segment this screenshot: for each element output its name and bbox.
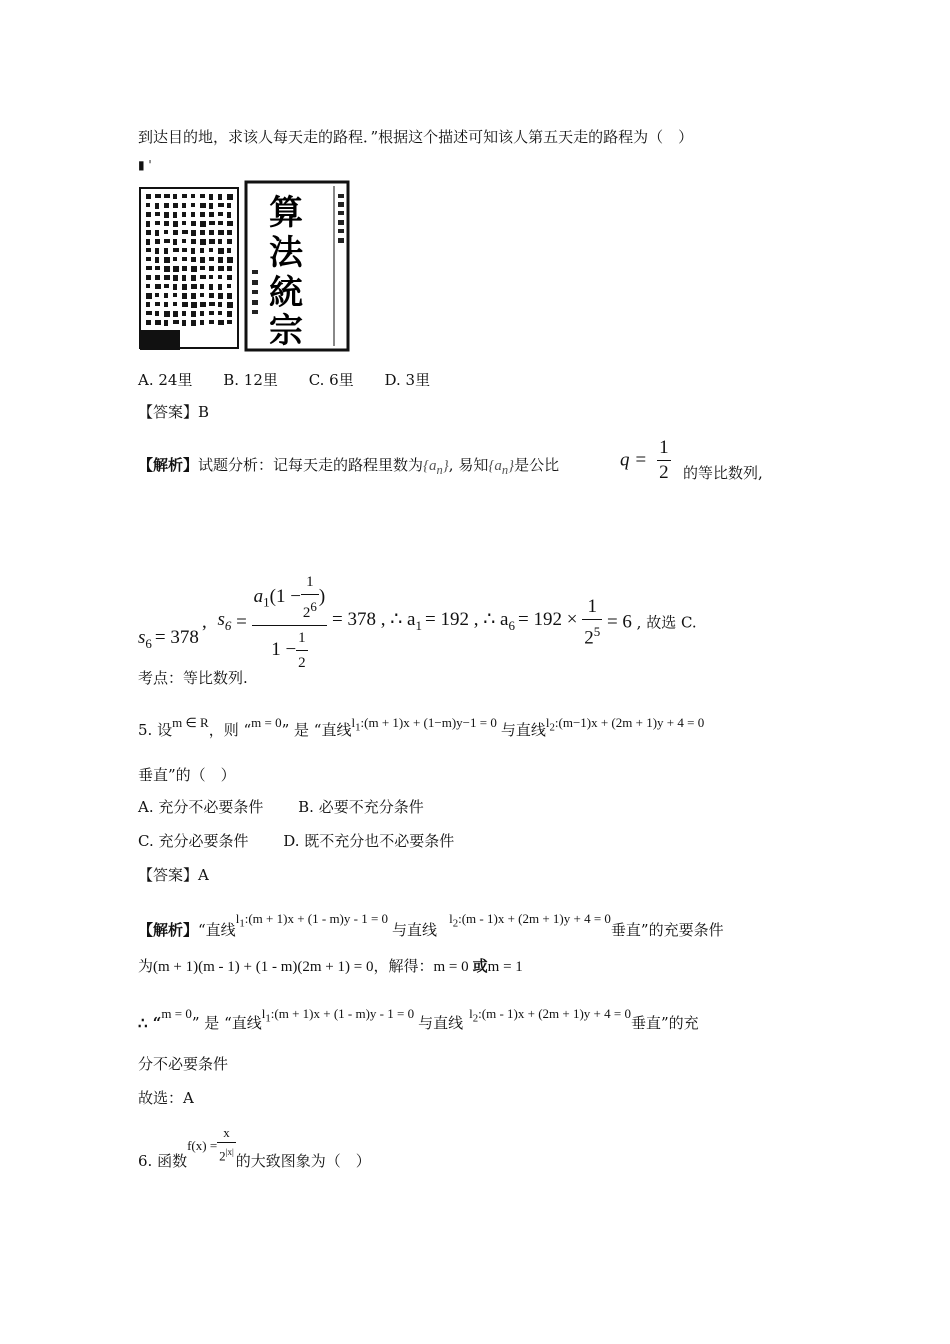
den-rest: 1 −	[271, 638, 297, 660]
q5-therefore: ∴ “	[138, 1014, 162, 1032]
q5-l2: l	[545, 715, 550, 730]
book-glyph-mark	[218, 257, 223, 263]
book-glyph-mark	[155, 257, 159, 263]
ratio-half	[657, 436, 671, 485]
num-close: )	[318, 585, 326, 607]
book-glyph-mark	[164, 194, 170, 198]
s6-left: s	[138, 627, 146, 648]
book-glyph-mark	[155, 266, 160, 270]
q5-an-2: 与直线	[392, 921, 438, 939]
a1-sub: 1	[415, 617, 422, 633]
book-title-char-1: 算	[269, 193, 303, 233]
image-marker-text: ▮ '	[138, 158, 152, 172]
question-5-options-1	[138, 797, 424, 817]
q5-th-4: 垂直”的充	[630, 1014, 699, 1032]
book-glyph-mark	[164, 257, 170, 263]
book-glyph-mark	[209, 239, 215, 244]
book-glyph-mark	[173, 275, 178, 281]
book-glyph-mark	[218, 266, 224, 271]
q5-stem-3: ” 是 “直线	[281, 721, 352, 739]
num-rest: (1 −	[269, 585, 301, 607]
book-glyph-mark	[173, 266, 179, 272]
book-glyph-mark	[200, 293, 204, 297]
q6-den-exp: |x|	[225, 1147, 234, 1157]
book-glyph-mark	[182, 239, 186, 243]
half-den: 2	[659, 462, 669, 483]
book-glyph-mark	[182, 230, 188, 234]
q5-l1-eq: :(m + 1)x + (1−m)y−1 = 0	[360, 715, 497, 730]
book-glyph-mark	[200, 275, 206, 279]
book-glyph-mark	[227, 248, 231, 253]
formula-lead: ,	[202, 611, 207, 633]
image-marker	[138, 155, 152, 175]
book-glyph-mark	[164, 275, 170, 280]
book-glyph-mark	[191, 257, 196, 262]
book-glyph-mark	[173, 320, 179, 324]
book-glyph-mark	[155, 248, 159, 254]
book-glyph-mark	[173, 230, 178, 235]
book-glyph-mark	[191, 212, 195, 217]
book-glyph-mark	[227, 221, 233, 226]
book-glyph-mark	[200, 320, 204, 325]
book-glyph-mark	[164, 302, 168, 307]
intro-text: 到达目的地，求该人每天走的路程．”根据这个描述可知该人第五天走的路程为（ ）	[138, 128, 694, 146]
book-glyph-mark	[155, 284, 161, 289]
pow-fraction	[582, 595, 602, 650]
option-c[interactable]: C. 6里	[308, 371, 354, 389]
formula-rest: = 378 , ∴ a	[332, 608, 416, 630]
book-glyph-mark	[155, 293, 159, 297]
q5-an-l2-sub: 2	[452, 917, 459, 930]
book-glyph-mark	[164, 248, 168, 254]
q5-stem-1: 5. 设	[138, 721, 173, 739]
book-glyph-mark	[146, 194, 151, 199]
book-glyph-mark	[218, 284, 222, 290]
suanfa-tongzong-book-image	[138, 180, 350, 352]
formula-choose: , 故选 C.	[636, 613, 697, 632]
book-glyph-mark	[146, 311, 152, 315]
analysis-mid: , 易知	[448, 456, 489, 474]
book-glyph-mark	[155, 203, 159, 209]
q5-th-5: 分不必要条件	[138, 1055, 229, 1073]
book-glyph-mark	[155, 239, 160, 244]
s6-right: = 378	[154, 627, 199, 648]
book-glyph-mark	[191, 311, 196, 317]
book-glyph-mark	[146, 230, 151, 235]
a6-sub: 6	[508, 617, 515, 633]
book-glyph-mark	[182, 275, 186, 281]
book-glyph-mark	[191, 293, 196, 299]
book-glyph-mark	[164, 293, 168, 298]
inner-den-base: 2	[302, 605, 311, 621]
book-glyph-mark	[146, 248, 151, 252]
seq-an-2: {a	[488, 458, 502, 474]
book-glyph-mark	[146, 275, 151, 280]
q5-an-3: 垂直”的充要条件	[610, 921, 724, 939]
book-glyph-mark	[209, 257, 214, 261]
book-glyph-mark	[182, 293, 187, 299]
book-glyph-mark	[227, 293, 232, 299]
book-glyph-mark	[227, 203, 231, 208]
book-glyph-mark	[218, 275, 222, 279]
q5-l1-sub: 1	[355, 721, 361, 734]
pow-exp: 5	[593, 623, 601, 639]
ratio-formula	[620, 436, 671, 485]
num-a-sub: 1	[263, 594, 270, 610]
book-glyph-mark	[209, 320, 214, 324]
book-glyph-mark	[209, 203, 213, 209]
book-title-char-4: 宗	[269, 311, 303, 351]
book-glyph-mark	[218, 194, 222, 200]
book-glyph-mark	[218, 248, 224, 254]
sum-formula	[202, 570, 697, 675]
q5-th-3: 与直线	[418, 1014, 464, 1032]
book-glyph-mark	[155, 302, 160, 306]
book-glyph-mark	[164, 320, 168, 326]
q5-l2-sub: 2	[549, 721, 555, 734]
book-glyph-mark	[227, 311, 232, 317]
book-glyph-mark	[209, 248, 213, 252]
q5-answer-text: 【答案】A	[138, 866, 209, 884]
book-glyph-mark	[182, 194, 187, 198]
book-glyph-mark	[146, 266, 152, 270]
book-glyph-mark	[200, 257, 205, 263]
book-glyph-mark	[191, 248, 195, 254]
question-5-stem	[138, 713, 704, 740]
book-glyph-mark	[182, 203, 186, 208]
book-glyph-mark	[227, 230, 232, 235]
q5-m-in-r: m ∈ R	[172, 715, 209, 730]
question-4-options	[138, 370, 430, 390]
book-glyph-mark	[155, 194, 161, 198]
book-glyph-mark	[173, 221, 178, 227]
s6-symbol: s	[217, 608, 225, 630]
book-glyph-mark	[146, 212, 151, 217]
book-glyph-mark	[155, 230, 159, 236]
book-glyph-mark	[218, 212, 223, 216]
book-glyph-mark	[146, 203, 150, 207]
book-glyph-mark	[173, 239, 177, 245]
q5-th-l2-sub: 2	[472, 1012, 479, 1025]
sum-denominator	[252, 626, 328, 675]
book-glyph-mark	[200, 284, 204, 289]
book-glyph-mark	[182, 221, 186, 225]
inner-den-exp: 6	[310, 599, 317, 614]
question-4-answer	[138, 402, 209, 422]
book-glyph-mark	[182, 311, 186, 316]
question-6-stem	[138, 1124, 371, 1183]
book-glyph-mark	[227, 239, 232, 244]
q5-an-1: “直线	[198, 921, 236, 939]
formula-mid: = 192 , ∴ a	[425, 608, 509, 630]
question-5-analysis-2	[138, 956, 523, 977]
q5-an-4-sol2: m = 1	[487, 959, 523, 975]
book-glyph-mark	[209, 284, 213, 290]
q5-th-2: ” 是 “直线	[191, 1014, 262, 1032]
question-5-options-2	[138, 831, 454, 851]
q5-option-b[interactable]: B. 必要不充分条件	[298, 798, 424, 816]
seq-sub-2: n	[501, 463, 509, 477]
sum-fraction	[252, 570, 328, 675]
book-glyph-mark	[173, 284, 177, 290]
book-glyph-mark	[146, 320, 151, 325]
eq-sign: =	[236, 611, 247, 633]
book-glyph-mark	[200, 239, 206, 245]
book-glyph-mark	[200, 302, 206, 307]
book-glyph-mark	[218, 320, 224, 325]
book-glyph-mark	[155, 275, 160, 280]
question-4-analysis	[138, 455, 559, 480]
book-glyph-mark	[191, 266, 197, 272]
q5-stem-4: 与直线	[500, 721, 546, 739]
book-glyph-mark	[218, 221, 223, 225]
analysis-tail-text: 的等比数列,	[683, 464, 763, 482]
sum-numerator	[252, 570, 328, 626]
book-glyph-mark	[173, 203, 178, 208]
q5-stem-2: ，则 “	[208, 721, 252, 739]
book-glyph-mark	[209, 293, 214, 298]
q5-an-l1: l	[235, 911, 240, 926]
book-glyph-mark	[146, 221, 150, 227]
book-glyph-mark	[200, 194, 205, 198]
s6-value	[138, 626, 199, 656]
book-glyph-mark	[155, 212, 160, 216]
den-half-num: 1	[296, 626, 308, 651]
q5-an-l2: l	[449, 911, 453, 926]
q5-an-4-eq: (m + 1)(m - 1) + (1 - m)(2m + 1) = 0	[153, 959, 374, 975]
analysis-ratio-text: 是公比	[514, 456, 560, 474]
book-glyph-mark	[227, 275, 232, 280]
book-glyph-mark	[200, 248, 204, 253]
book-glyph-mark	[209, 266, 214, 271]
q5-m-eq-0: m = 0	[251, 715, 282, 730]
book-glyph-mark	[146, 239, 150, 245]
book-glyph-mark	[218, 203, 224, 207]
q5-an-4a: 为	[138, 957, 154, 975]
book-title-char-3: 統	[269, 273, 303, 313]
book-glyph-mark	[218, 230, 224, 235]
q5-an-4b: ，解得：	[373, 957, 434, 975]
book-glyph-mark	[191, 221, 196, 226]
book-glyph-mark	[146, 293, 152, 299]
book-glyph-mark	[191, 239, 196, 244]
book-glyph-mark	[155, 311, 159, 316]
q6-stem-2: 的大致图象为（ ）	[235, 1152, 371, 1170]
book-glyph-mark	[191, 194, 195, 198]
book-glyph-mark	[164, 239, 170, 243]
pow-num: 1	[582, 595, 602, 620]
book-glyph-mark	[191, 320, 196, 326]
q5-an-4-or: 或	[472, 957, 488, 975]
seq-close: }	[442, 458, 449, 474]
book-glyph-mark	[200, 221, 206, 227]
book-glyph-mark	[191, 230, 196, 236]
question-4-kaodian	[138, 668, 248, 688]
book-glyph-mark	[218, 311, 222, 315]
book-glyph-mark	[146, 302, 150, 307]
book-glyph-mark	[209, 194, 213, 200]
seq-an: {a	[423, 458, 437, 474]
book-glyph-mark	[146, 284, 150, 288]
q5-l2-eq: :(m−1)x + (2m + 1)y + 4 = 0	[554, 715, 705, 730]
book-glyph-mark	[209, 302, 215, 306]
book-glyph-mark	[200, 212, 205, 217]
book-glyph-mark	[218, 293, 223, 299]
book-glyph-mark	[218, 302, 222, 307]
formula-end: = 192 ×	[518, 608, 578, 630]
q5-analysis-label: 【解析】	[138, 921, 199, 939]
option-b[interactable]: B. 12里	[223, 371, 278, 389]
book-glyph-mark	[191, 284, 197, 289]
inner-num: 1	[301, 570, 319, 595]
ratio-q: q =	[620, 449, 648, 471]
book-glyph-mark	[182, 248, 187, 252]
book-glyph-mark	[227, 302, 233, 308]
book-glyph-mark	[146, 257, 151, 261]
question-5-analysis-1	[138, 909, 724, 940]
den-half-den: 2	[298, 655, 306, 671]
q5-th-l2: l	[469, 1006, 473, 1021]
seq-sub: n	[436, 463, 443, 477]
book-glyph-mark	[173, 293, 177, 297]
q5-l1: l	[351, 715, 356, 730]
book-glyph-mark	[227, 266, 232, 271]
question-4-intro	[138, 127, 693, 147]
book-title-char-2: 法	[269, 233, 303, 273]
answer-text: 【答案】B	[138, 403, 210, 421]
book-glyph-mark	[173, 311, 178, 317]
book-glyph-mark	[182, 320, 186, 326]
q6-den-base: 2	[219, 1148, 226, 1164]
q5-th-m0: m = 0	[161, 1006, 192, 1021]
book-glyph-mark	[200, 266, 205, 270]
analysis-tail	[683, 463, 763, 483]
book-glyph-mark	[164, 311, 170, 317]
book-glyph-mark	[227, 320, 232, 324]
book-glyph-mark	[209, 311, 214, 315]
q5-th-l1-sub: 1	[265, 1012, 271, 1025]
question-5-choose	[138, 1088, 194, 1108]
q5-th-l2-eq: :(m - 1)x + (2m + 1)y + 4 = 0	[478, 1006, 631, 1021]
book-glyph-mark	[191, 275, 196, 281]
s6-left-sub: 6	[145, 635, 152, 651]
book-glyph-mark	[182, 284, 187, 290]
q5-option-c[interactable]: C. 充分必要条件	[138, 832, 249, 850]
book-glyph-mark	[173, 212, 177, 218]
q6-fraction	[217, 1124, 236, 1165]
q5-an-4-sol: m = 0	[433, 959, 469, 975]
book-glyph-mark	[227, 284, 231, 288]
analysis-text: 试题分析：记每天走的路程里数为	[198, 456, 424, 474]
book-glyph-mark	[182, 257, 187, 261]
question-5-analysis-4	[138, 1054, 228, 1074]
book-glyph-mark	[155, 320, 161, 325]
q6-num: x	[217, 1124, 236, 1143]
book-glyph-mark	[173, 257, 177, 261]
book-glyph-mark	[209, 275, 213, 279]
book-glyph-mark	[164, 284, 169, 288]
option-d[interactable]: D. 3里	[384, 371, 431, 389]
book-glyph-mark	[164, 230, 168, 234]
pow-base: 2	[584, 627, 594, 649]
question-5-answer	[138, 865, 209, 885]
den-half	[296, 626, 308, 675]
book-glyph-mark	[164, 266, 170, 272]
q5-th-l1-eq: :(m + 1)x + (1 - m)y - 1 = 0	[270, 1006, 415, 1021]
analysis-label: 【解析】	[138, 456, 199, 474]
book-glyph-mark	[200, 203, 206, 208]
book-glyph-mark	[164, 221, 169, 226]
book-glyph-mark	[209, 230, 214, 235]
book-glyph-mark	[209, 212, 214, 217]
book-glyph-mark	[173, 248, 179, 252]
book-glyph-mark	[200, 230, 205, 235]
book-glyph-mark	[164, 203, 169, 208]
book-glyph-mark	[209, 221, 215, 225]
q5-an-l2-eq: :(m - 1)x + (2m + 1)y + 4 = 0	[458, 911, 611, 926]
formula-result: = 6	[606, 611, 632, 633]
book-glyph-mark	[227, 257, 233, 263]
book-glyph-mark	[227, 194, 233, 200]
num-a: a	[253, 585, 264, 607]
book-glyph-mark	[200, 311, 204, 316]
q5-option-d[interactable]: D. 既不充分也不必要条件	[283, 832, 455, 850]
book-glyph-mark	[218, 239, 222, 244]
kaodian-text: 考点：等比数列.	[138, 669, 248, 687]
book-glyph-mark	[191, 302, 197, 308]
half-num: 1	[657, 436, 671, 461]
book-glyph-mark	[155, 221, 160, 225]
q5-option-a[interactable]: A. 充分不必要条件	[138, 798, 264, 816]
q5-choose-text: 故选：A	[138, 1089, 194, 1107]
book-glyph-mark	[173, 194, 177, 199]
book-glyph-mark	[164, 212, 169, 218]
book-glyph-mark	[182, 266, 187, 271]
book-glyph-mark	[182, 302, 188, 307]
book-glyph-mark	[182, 212, 186, 217]
q6-fx: f(x) =	[187, 1138, 218, 1153]
q6-stem-1: 6. 函数	[138, 1152, 188, 1170]
question-5-stem-end	[138, 765, 236, 785]
q5-stem-5: 垂直”的（ ）	[138, 766, 236, 784]
book-glyph-mark	[173, 302, 177, 306]
q5-th-l1: l	[261, 1006, 266, 1021]
q5-an-l1-sub: 1	[239, 917, 245, 930]
book-glyph-mark	[191, 203, 195, 207]
inner-fraction	[301, 570, 319, 625]
question-5-analysis-3	[138, 1004, 699, 1033]
book-glyph-mark	[227, 212, 231, 218]
seq-close-2: }	[508, 458, 515, 474]
option-a[interactable]: A. 24里	[138, 371, 193, 389]
s6-sub: 6	[224, 617, 232, 633]
q5-an-l1-eq: :(m + 1)x + (1 - m)y - 1 = 0	[244, 911, 389, 926]
